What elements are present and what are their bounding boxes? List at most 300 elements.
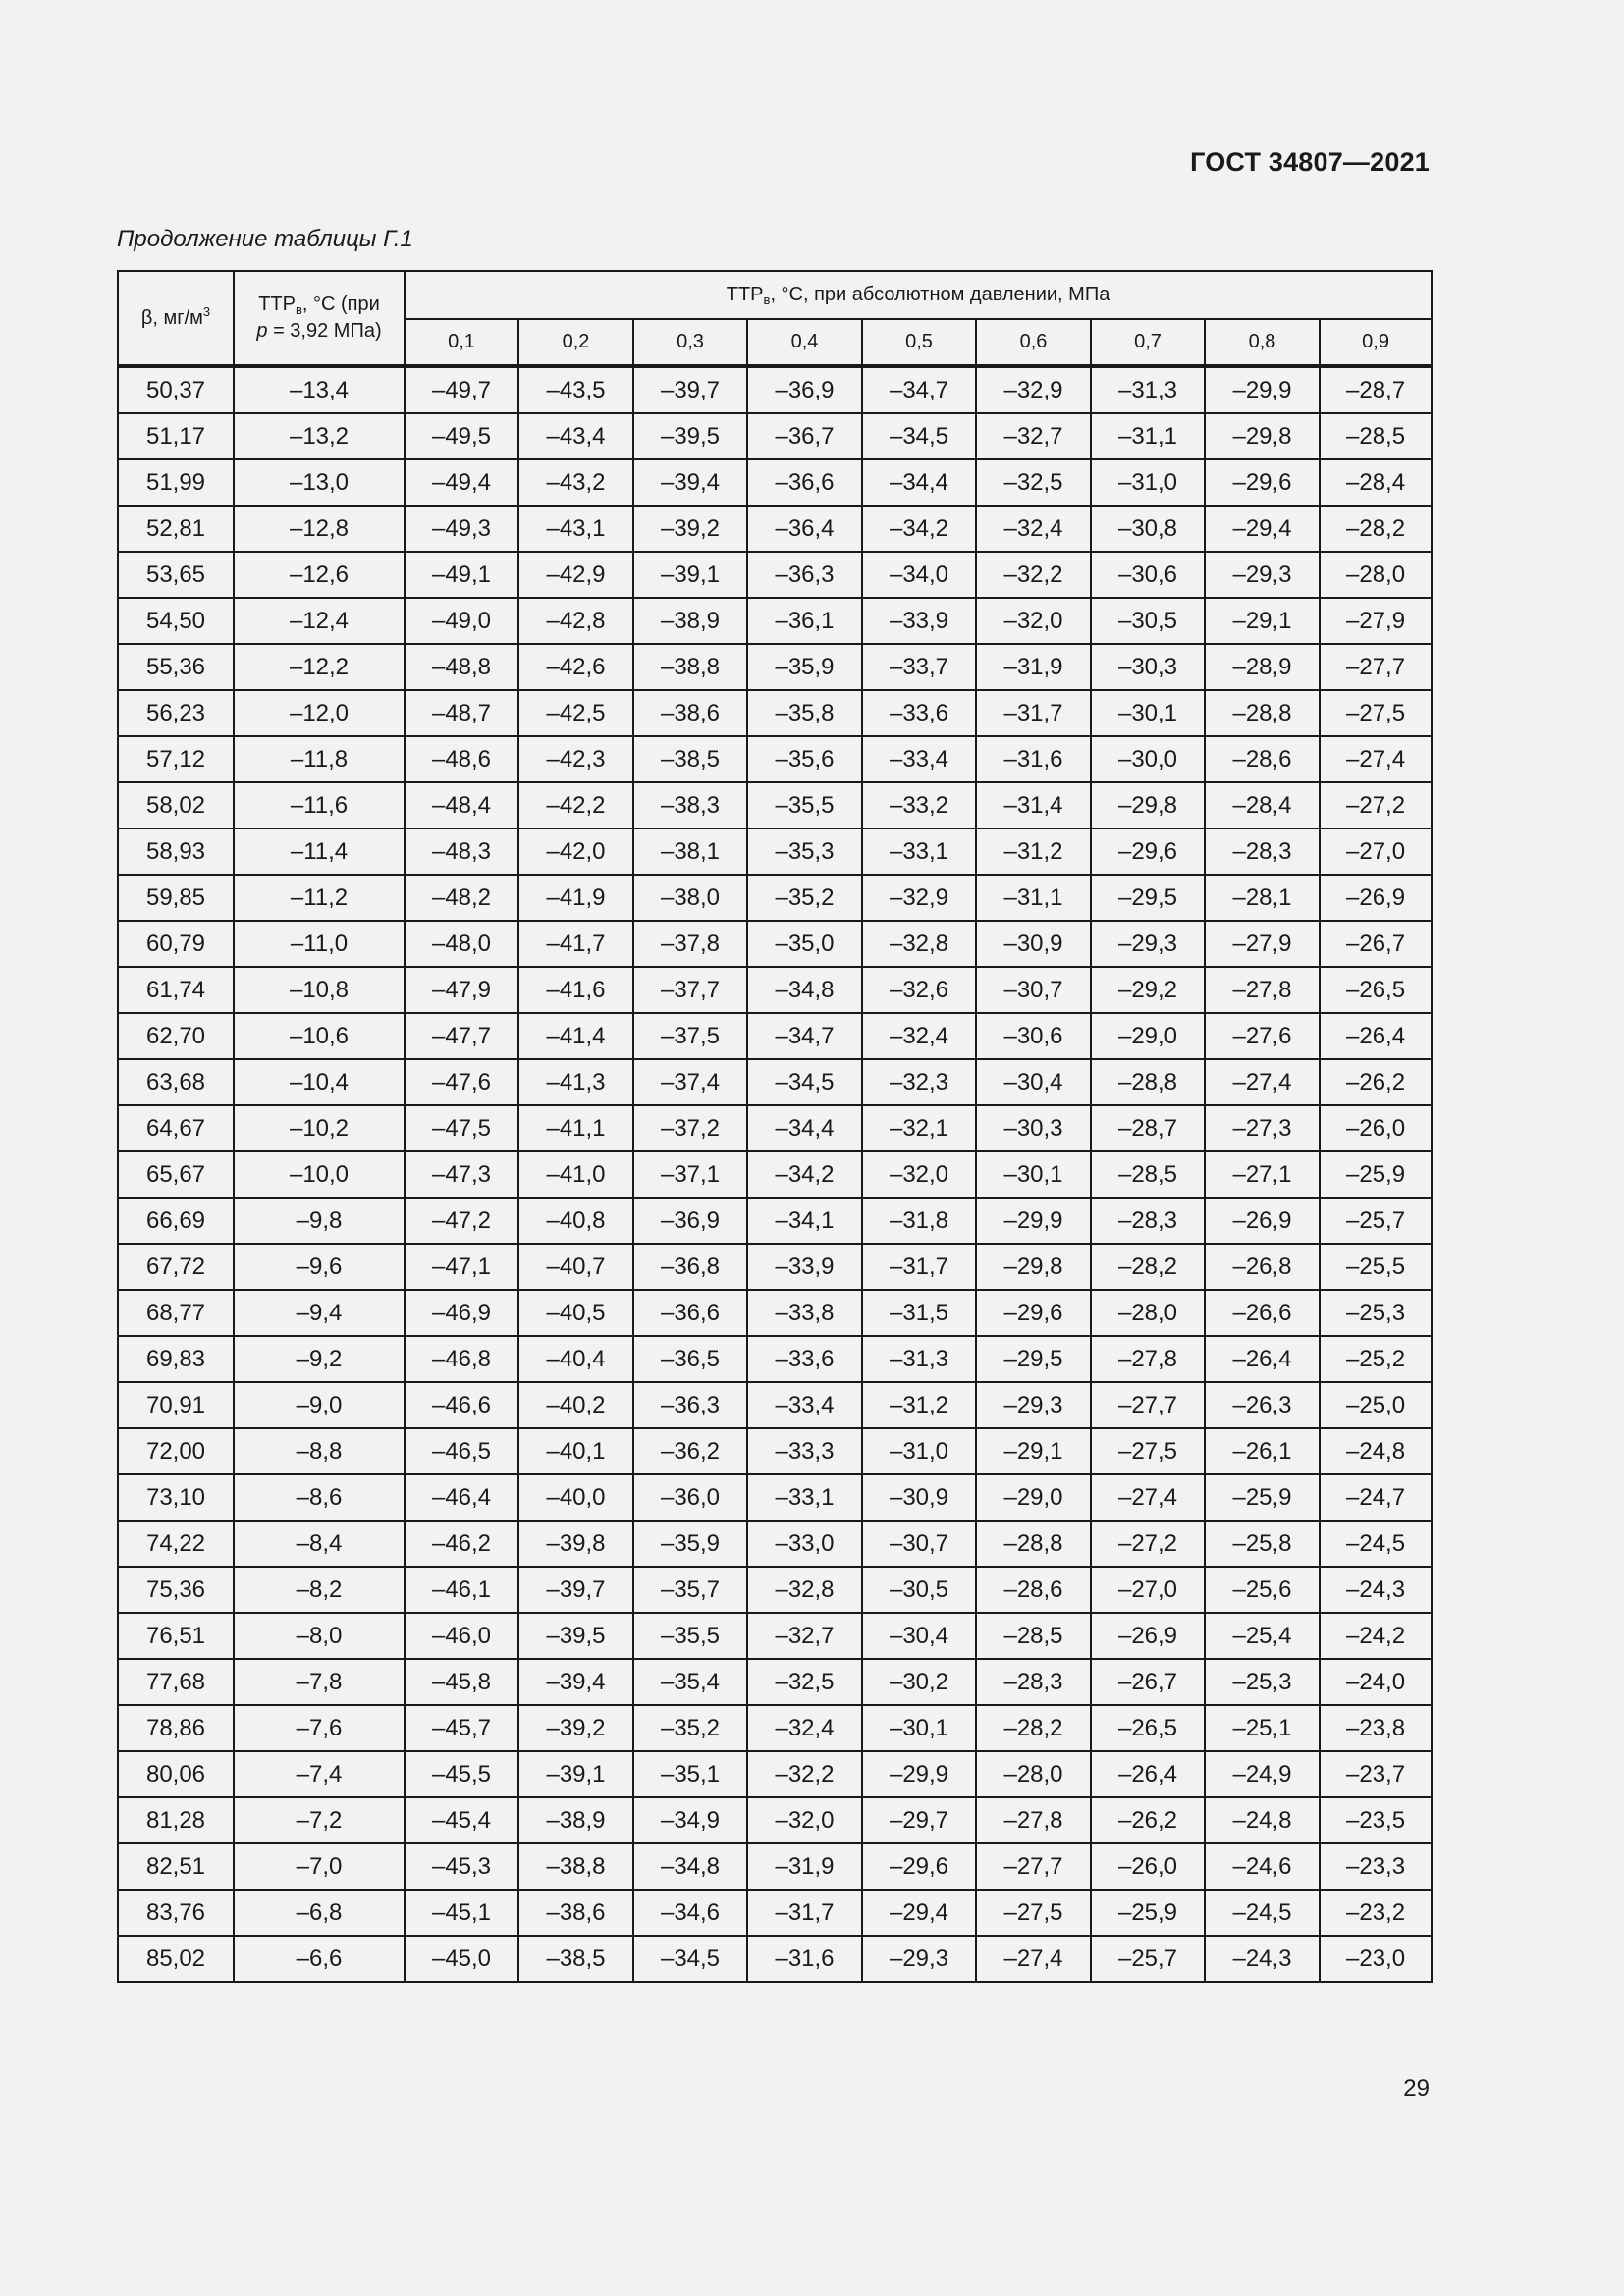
ttr-value-cell: –29,1 (976, 1428, 1091, 1474)
beta-cell: 59,85 (118, 875, 234, 921)
table-row (118, 921, 1432, 967)
table-row (118, 1336, 1432, 1382)
ttr-value-cell: –33,1 (862, 828, 976, 875)
ttr-value-cell: –39,4 (518, 1659, 633, 1705)
ttr-value-cell: –34,5 (633, 1936, 747, 1982)
table-row (118, 1843, 1432, 1890)
ttr-value-cell: –27,7 (976, 1843, 1091, 1890)
ttr-value-cell: –33,6 (747, 1336, 862, 1382)
ttr-value-cell: –32,9 (976, 366, 1091, 413)
ttr-value-cell: –36,6 (747, 459, 862, 506)
ttr-value-cell: –24,5 (1320, 1521, 1432, 1567)
ttr-value-cell: –34,7 (747, 1013, 862, 1059)
ttr-value-cell: –26,1 (1205, 1428, 1320, 1474)
ttr-value-cell: –42,5 (518, 690, 633, 736)
ttr-value-cell: –25,2 (1320, 1336, 1432, 1382)
ttr-value-cell: –40,5 (518, 1290, 633, 1336)
ttr-value-cell: –29,4 (1205, 506, 1320, 552)
ttr-value-cell: –35,2 (633, 1705, 747, 1751)
beta-cell: 70,91 (118, 1382, 234, 1428)
ttr-value-cell: –42,0 (518, 828, 633, 875)
ttr-value-cell: –28,6 (1205, 736, 1320, 782)
beta-cell: 78,86 (118, 1705, 234, 1751)
ttr-value-cell: –23,5 (1320, 1797, 1432, 1843)
ttr-3-92-cell: –10,2 (234, 1105, 405, 1151)
ttr-3-92-cell: –11,8 (234, 736, 405, 782)
table-row (118, 413, 1432, 459)
beta-cell: 80,06 (118, 1751, 234, 1797)
ttr-value-cell: –35,7 (633, 1567, 747, 1613)
ttr-value-cell: –31,5 (862, 1290, 976, 1336)
ttr-value-cell: –28,1 (1205, 875, 1320, 921)
ttr-value-cell: –43,1 (518, 506, 633, 552)
ttr-3-92-cell: –11,0 (234, 921, 405, 967)
pressure-header: 0,3 (633, 319, 747, 366)
ttr-value-cell: –25,5 (1320, 1244, 1432, 1290)
table-row (118, 875, 1432, 921)
ttr-value-cell: –39,8 (518, 1521, 633, 1567)
ttr-value-cell: –25,4 (1205, 1613, 1320, 1659)
ttr-value-cell: –28,9 (1205, 644, 1320, 690)
ttr-value-cell: –38,1 (633, 828, 747, 875)
ttr-value-cell: –32,8 (862, 921, 976, 967)
ttr-value-cell: –34,1 (747, 1198, 862, 1244)
ttr-value-cell: –45,3 (405, 1843, 518, 1890)
beta-cell: 76,51 (118, 1613, 234, 1659)
pressure-header: 0,1 (405, 319, 518, 366)
table-row (118, 1521, 1432, 1567)
ttr-value-cell: –32,8 (747, 1567, 862, 1613)
beta-cell: 74,22 (118, 1521, 234, 1567)
ttr-value-cell: –27,8 (1205, 967, 1320, 1013)
ttr-value-cell: –29,4 (862, 1890, 976, 1936)
ttr-value-cell: –27,4 (1320, 736, 1432, 782)
ttr-value-cell: –47,6 (405, 1059, 518, 1105)
ttr-value-cell: –38,8 (518, 1843, 633, 1890)
beta-cell: 82,51 (118, 1843, 234, 1890)
ttr-value-cell: –30,6 (1091, 552, 1205, 598)
ttr-value-cell: –27,7 (1320, 644, 1432, 690)
table-row (118, 598, 1432, 644)
ttr-value-cell: –31,0 (862, 1428, 976, 1474)
ttr-3-92-cell: –8,2 (234, 1567, 405, 1613)
ttr-value-cell: –31,9 (747, 1843, 862, 1890)
ttr-value-cell: –38,6 (518, 1890, 633, 1936)
ttr-value-cell: –46,6 (405, 1382, 518, 1428)
ttr-value-cell: –39,5 (633, 413, 747, 459)
ttr-value-cell: –37,5 (633, 1013, 747, 1059)
ttr-value-cell: –48,6 (405, 736, 518, 782)
ttr-value-cell: –41,9 (518, 875, 633, 921)
ttr-value-cell: –39,1 (633, 552, 747, 598)
ttr-value-cell: –33,2 (862, 782, 976, 828)
ttr-3-92-cell: –9,4 (234, 1290, 405, 1336)
beta-cell: 85,02 (118, 1936, 234, 1982)
ttr-value-cell: –42,9 (518, 552, 633, 598)
ttr-value-cell: –31,7 (976, 690, 1091, 736)
ttr-value-cell: –31,2 (976, 828, 1091, 875)
ttr-value-cell: –45,1 (405, 1890, 518, 1936)
table-row (118, 1936, 1432, 1982)
ttr-value-cell: –31,1 (1091, 413, 1205, 459)
ttr-value-cell: –40,8 (518, 1198, 633, 1244)
ttr-value-cell: –39,7 (633, 366, 747, 413)
ttr-value-cell: –42,8 (518, 598, 633, 644)
beta-cell: 75,36 (118, 1567, 234, 1613)
ttr-value-cell: –29,3 (862, 1936, 976, 1982)
ttr-value-cell: –41,7 (518, 921, 633, 967)
ttr-value-cell: –29,3 (976, 1382, 1091, 1428)
ttr-value-cell: –29,8 (1091, 782, 1205, 828)
ttr-value-cell: –25,6 (1205, 1567, 1320, 1613)
ttr-value-cell: –30,4 (976, 1059, 1091, 1105)
ttr-value-cell: –46,9 (405, 1290, 518, 1336)
beta-cell: 61,74 (118, 967, 234, 1013)
table-row (118, 1290, 1432, 1336)
ttr-value-cell: –35,0 (747, 921, 862, 967)
ttr-value-cell: –23,7 (1320, 1751, 1432, 1797)
beta-unit: , мг/м (152, 306, 203, 329)
ttr-value-cell: –24,7 (1320, 1474, 1432, 1521)
table-row (118, 1198, 1432, 1244)
ttr-value-cell: –29,8 (976, 1244, 1091, 1290)
ttr-value-cell: –28,4 (1205, 782, 1320, 828)
ttr-value-cell: –35,8 (747, 690, 862, 736)
ttr-value-cell: –30,3 (976, 1105, 1091, 1151)
ttr-value-cell: –48,4 (405, 782, 518, 828)
ttr-value-cell: –40,2 (518, 1382, 633, 1428)
ttr-value-cell: –34,6 (633, 1890, 747, 1936)
ttr-3-92-cell: –6,8 (234, 1890, 405, 1936)
ttr-value-cell: –28,5 (976, 1613, 1091, 1659)
ttr-value-cell: –28,3 (976, 1659, 1091, 1705)
beta-cell: 65,67 (118, 1151, 234, 1198)
ttr-value-cell: –26,8 (1205, 1244, 1320, 1290)
ttr-value-cell: –31,7 (747, 1890, 862, 1936)
ttr-value-cell: –36,1 (747, 598, 862, 644)
page-number: 29 (1403, 2075, 1430, 2102)
table-row (118, 1428, 1432, 1474)
ttr-value-cell: –45,5 (405, 1751, 518, 1797)
ttr-value-cell: –26,3 (1205, 1382, 1320, 1428)
ttr-value-cell: –28,5 (1320, 413, 1432, 459)
beta-cell: 67,72 (118, 1244, 234, 1290)
beta-cell: 62,70 (118, 1013, 234, 1059)
beta-unit-exponent: 3 (202, 303, 211, 319)
ttr-value-cell: –27,0 (1320, 828, 1432, 875)
ttr-value-cell: –41,4 (518, 1013, 633, 1059)
ttr-value-cell: –46,2 (405, 1521, 518, 1567)
beta-cell: 69,83 (118, 1336, 234, 1382)
ttr-value-cell: –25,9 (1091, 1890, 1205, 1936)
document-standard-id: ГОСТ 34807—2021 (1190, 147, 1430, 177)
ttr-value-cell: –28,0 (976, 1751, 1091, 1797)
ttr-value-cell: –30,1 (1091, 690, 1205, 736)
ttr-value-cell: –38,9 (518, 1797, 633, 1843)
ttr-value-cell: –46,0 (405, 1613, 518, 1659)
group-ttr-description: , °С, при абсолютном давлении, МПа (770, 284, 1110, 305)
table-row (118, 1244, 1432, 1290)
ttr-3-92-cell: –9,0 (234, 1382, 405, 1428)
beta-cell: 81,28 (118, 1797, 234, 1843)
ttr-value-cell: –29,5 (1091, 875, 1205, 921)
ttr-value-cell: –27,6 (1205, 1013, 1320, 1059)
ttr-value-cell: –34,8 (747, 967, 862, 1013)
ttr-value-cell: –47,7 (405, 1013, 518, 1059)
ttr-value-cell: –25,7 (1320, 1198, 1432, 1244)
ttr-value-cell: –30,2 (862, 1659, 976, 1705)
beta-cell: 52,81 (118, 506, 234, 552)
ttr-value-cell: –29,0 (976, 1474, 1091, 1521)
ttr-value-cell: –29,8 (1205, 413, 1320, 459)
ttr-value-cell: –36,0 (633, 1474, 747, 1521)
ttr-value-cell: –32,7 (747, 1613, 862, 1659)
ttr-value-cell: –33,0 (747, 1521, 862, 1567)
ttr-value-cell: –38,6 (633, 690, 747, 736)
ttr-value-cell: –35,4 (633, 1659, 747, 1705)
ttr-value-cell: –35,6 (747, 736, 862, 782)
ttr-value-cell: –49,5 (405, 413, 518, 459)
ttr-value-cell: –29,7 (862, 1797, 976, 1843)
ttr-value-cell: –30,1 (976, 1151, 1091, 1198)
ttr-value-cell: –34,5 (862, 413, 976, 459)
ttr-value-cell: –36,3 (633, 1382, 747, 1428)
ttr-value-cell: –30,5 (1091, 598, 1205, 644)
ttr-value-cell: –47,2 (405, 1198, 518, 1244)
ttr-3-92-cell: –9,6 (234, 1244, 405, 1290)
ttr-value-cell: –38,0 (633, 875, 747, 921)
ttr-value-cell: –27,0 (1091, 1567, 1205, 1613)
ttr-subscript: в (295, 302, 302, 317)
ttr-value-cell: –28,4 (1320, 459, 1432, 506)
ttr-value-cell: –24,0 (1320, 1659, 1432, 1705)
ttr-value-cell: –30,3 (1091, 644, 1205, 690)
ttr-value-cell: –35,5 (747, 782, 862, 828)
pressure-header: 0,4 (747, 319, 862, 366)
ttr-value-cell: –43,5 (518, 366, 633, 413)
ttr-value-cell: –26,9 (1091, 1613, 1205, 1659)
ttr-value-cell: –33,1 (747, 1474, 862, 1521)
beta-cell: 56,23 (118, 690, 234, 736)
ttr-value-cell: –26,2 (1091, 1797, 1205, 1843)
ttr-value-cell: –31,8 (862, 1198, 976, 1244)
ttr-value-cell: –29,3 (1205, 552, 1320, 598)
ttr-value-cell: –33,4 (747, 1382, 862, 1428)
ttr-3-92-cell: –7,0 (234, 1843, 405, 1890)
ttr-value-cell: –32,7 (976, 413, 1091, 459)
ttr-value-cell: –23,8 (1320, 1705, 1432, 1751)
ttr-value-cell: –27,4 (976, 1936, 1091, 1982)
ttr-value-cell: –28,8 (1091, 1059, 1205, 1105)
ttr-value-cell: –32,4 (747, 1705, 862, 1751)
ttr-value-cell: –35,9 (633, 1521, 747, 1567)
ttr-value-cell: –27,2 (1320, 782, 1432, 828)
pressure-header: 0,2 (518, 319, 633, 366)
ttr-value-cell: –26,2 (1320, 1059, 1432, 1105)
ttr-value-cell: –26,0 (1091, 1843, 1205, 1890)
table-row (118, 1151, 1432, 1198)
ttr-value-cell: –45,0 (405, 1936, 518, 1982)
beta-cell: 66,69 (118, 1198, 234, 1244)
ttr-value-cell: –25,1 (1205, 1705, 1320, 1751)
ttr-value-cell: –28,2 (1320, 506, 1432, 552)
ttr-value-cell: –26,4 (1205, 1336, 1320, 1382)
ttr-value-cell: –26,6 (1205, 1290, 1320, 1336)
ttr-value-cell: –30,5 (862, 1567, 976, 1613)
table-row (118, 1105, 1432, 1151)
beta-cell: 60,79 (118, 921, 234, 967)
beta-cell: 57,12 (118, 736, 234, 782)
beta-cell: 68,77 (118, 1290, 234, 1336)
ttr-3-92-cell: –10,8 (234, 967, 405, 1013)
ttr-value-cell: –33,8 (747, 1290, 862, 1336)
ttr-value-cell: –29,6 (1205, 459, 1320, 506)
ttr-value-cell: –33,9 (862, 598, 976, 644)
ttr-value-cell: –49,1 (405, 552, 518, 598)
ttr-value-cell: –48,7 (405, 690, 518, 736)
ttr-value-cell: –27,4 (1091, 1474, 1205, 1521)
ttr-value-cell: –41,0 (518, 1151, 633, 1198)
ttr-value-cell: –49,7 (405, 366, 518, 413)
ttr-value-cell: –26,4 (1320, 1013, 1432, 1059)
header-ttr-by-pressure (405, 271, 1432, 319)
ttr-value-cell: –26,9 (1320, 875, 1432, 921)
ttr-value-cell: –34,2 (747, 1151, 862, 1198)
ttr-value-cell: –30,7 (862, 1521, 976, 1567)
ttr-value-cell: –25,7 (1091, 1936, 1205, 1982)
ttr-value-cell: –24,3 (1205, 1936, 1320, 1982)
ttr-value-cell: –46,8 (405, 1336, 518, 1382)
ttr-value-cell: –29,2 (1091, 967, 1205, 1013)
ttr-value-cell: –48,0 (405, 921, 518, 967)
ttr-value-cell: –24,9 (1205, 1751, 1320, 1797)
ttr-value-cell: –40,0 (518, 1474, 633, 1521)
ttr-value-cell: –32,1 (862, 1105, 976, 1151)
ttr-value-cell: –30,8 (1091, 506, 1205, 552)
ttr-value-cell: –32,4 (976, 506, 1091, 552)
ttr-value-cell: –31,3 (862, 1336, 976, 1382)
ttr-value-cell: –41,1 (518, 1105, 633, 1151)
ttr-value-cell: –29,0 (1091, 1013, 1205, 1059)
ttr-value-cell: –25,9 (1320, 1151, 1432, 1198)
ttr-value-cell: –27,9 (1205, 921, 1320, 967)
ttr-value-cell: –43,4 (518, 413, 633, 459)
ttr-value-cell: –38,5 (633, 736, 747, 782)
ttr-value-cell: –30,0 (1091, 736, 1205, 782)
table-row (118, 644, 1432, 690)
ttr-value-cell: –32,0 (862, 1151, 976, 1198)
ttr-value-cell: –36,3 (747, 552, 862, 598)
ttr-value-cell: –35,9 (747, 644, 862, 690)
ttr-value-cell: –26,4 (1091, 1751, 1205, 1797)
ttr-value-cell: –33,4 (862, 736, 976, 782)
ttr-value-cell: –27,3 (1205, 1105, 1320, 1151)
pressure-header: 0,7 (1091, 319, 1205, 366)
ttr-value-cell: –27,9 (1320, 598, 1432, 644)
ttr-value-cell: –28,3 (1205, 828, 1320, 875)
ttr-value-cell: –36,6 (633, 1290, 747, 1336)
beta-cell: 83,76 (118, 1890, 234, 1936)
ttr-value-cell: –26,5 (1320, 967, 1432, 1013)
ttr-3-92-cell: –9,8 (234, 1198, 405, 1244)
ttr-label: ТТР (258, 294, 296, 315)
table-row (118, 690, 1432, 736)
pressure-symbol: p (256, 320, 268, 342)
table-caption: Продолжение таблицы Г.1 (117, 226, 413, 252)
ttr-value-cell: –29,9 (862, 1751, 976, 1797)
ttr-value-cell: –24,8 (1205, 1797, 1320, 1843)
ttr-value-cell: –35,3 (747, 828, 862, 875)
table-row (118, 1382, 1432, 1428)
ttr-value-cell: –23,3 (1320, 1843, 1432, 1890)
ttr-value-cell: –28,2 (1091, 1244, 1205, 1290)
ttr-value-cell: –49,0 (405, 598, 518, 644)
ttr-value-cell: –30,4 (862, 1613, 976, 1659)
ttr-value-cell: –45,4 (405, 1797, 518, 1843)
ttr-value-cell: –23,0 (1320, 1936, 1432, 1982)
ttr-value-cell: –27,5 (1091, 1428, 1205, 1474)
beta-cell: 64,67 (118, 1105, 234, 1151)
ttr-value-cell: –36,4 (747, 506, 862, 552)
ttr-value-cell: –37,8 (633, 921, 747, 967)
beta-cell: 72,00 (118, 1428, 234, 1474)
ttr-value-cell: –30,1 (862, 1705, 976, 1751)
ttr-value-cell: –34,8 (633, 1843, 747, 1890)
ttr-value-cell: –31,3 (1091, 366, 1205, 413)
ttr-3-92-cell: –11,2 (234, 875, 405, 921)
ttr-value-cell: –32,2 (976, 552, 1091, 598)
ttr-value-cell: –49,4 (405, 459, 518, 506)
ttr-value-cell: –40,4 (518, 1336, 633, 1382)
beta-cell: 58,02 (118, 782, 234, 828)
ttr-value-cell: –39,4 (633, 459, 747, 506)
ttr-value-cell: –37,2 (633, 1105, 747, 1151)
ttr-value-cell: –31,4 (976, 782, 1091, 828)
table-row (118, 1797, 1432, 1843)
ttr-3-92-cell: –7,4 (234, 1751, 405, 1797)
ttr-value-cell: –32,5 (976, 459, 1091, 506)
ttr-value-cell: –33,6 (862, 690, 976, 736)
ttr-value-cell: –31,6 (976, 736, 1091, 782)
ttr-value-cell: –27,8 (1091, 1336, 1205, 1382)
ttr-value-cell: –34,0 (862, 552, 976, 598)
ttr-3-92-cell: –6,6 (234, 1936, 405, 1982)
ttr-value-cell: –29,3 (1091, 921, 1205, 967)
ttr-value-cell: –49,3 (405, 506, 518, 552)
ttr-value-cell: –48,2 (405, 875, 518, 921)
ttr-value-cell: –25,3 (1205, 1659, 1320, 1705)
ttr-value-cell: –27,2 (1091, 1521, 1205, 1567)
ttr-value-cell: –40,1 (518, 1428, 633, 1474)
ttr-value-cell: –39,1 (518, 1751, 633, 1797)
ttr-value-cell: –32,0 (976, 598, 1091, 644)
ttr-value-cell: –25,3 (1320, 1290, 1432, 1336)
ttr-value-cell: –46,5 (405, 1428, 518, 1474)
ttr-value-cell: –36,7 (747, 413, 862, 459)
table-row (118, 1567, 1432, 1613)
ttr-3-92-cell: –11,4 (234, 828, 405, 875)
ttr-value-cell: –26,0 (1320, 1105, 1432, 1151)
ttr-value-cell: –32,2 (747, 1751, 862, 1797)
ttr-value-cell: –32,6 (862, 967, 976, 1013)
ttr-3-92-cell: –12,8 (234, 506, 405, 552)
ttr-value-cell: –28,7 (1320, 366, 1432, 413)
ttr-value-cell: –37,7 (633, 967, 747, 1013)
ttr-value-cell: –24,3 (1320, 1567, 1432, 1613)
table-row (118, 1890, 1432, 1936)
ttr-value-cell: –39,2 (633, 506, 747, 552)
ttr-value-cell: –47,1 (405, 1244, 518, 1290)
